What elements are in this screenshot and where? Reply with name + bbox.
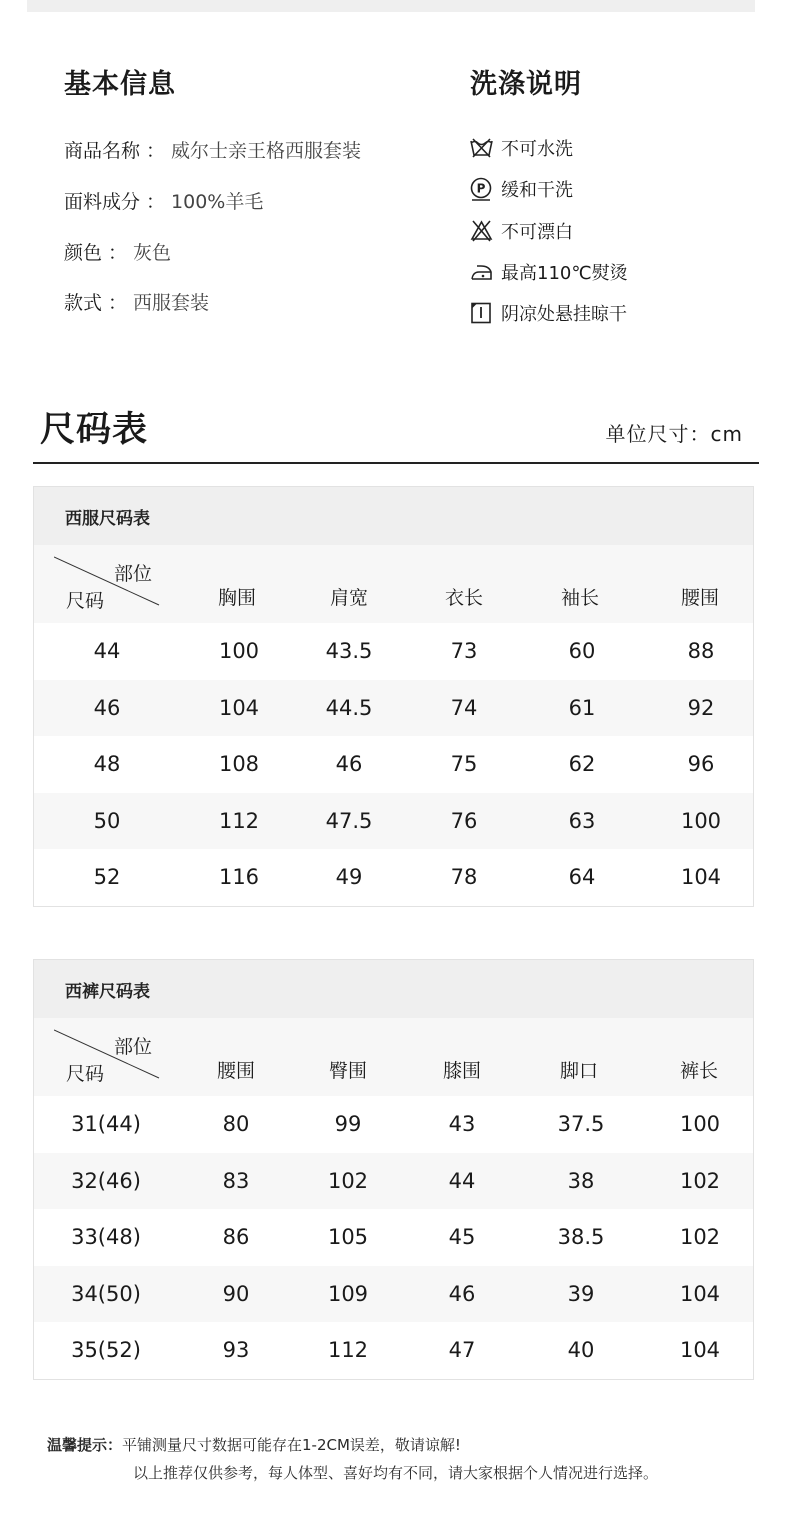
table-cell: 64 [568,865,596,890]
no-bleach-icon [469,219,494,243]
basic-info-row-fabric [64,187,263,214]
corner-label-size: 尺码 [66,590,105,612]
suit-size-table [33,486,754,907]
table-cell: 50 [93,808,121,833]
suit-table-title: 西服尺码表 [34,487,753,545]
table-cell: 43.5 [325,639,373,664]
pants-table-body [34,1096,753,1379]
table-cell: 108 [218,752,260,777]
table-cell: 112 [327,1338,369,1363]
table-cell: 63 [568,808,596,833]
pants-table-title: 西裤尺码表 [34,960,753,1018]
table-row [34,680,753,737]
table-cell: 102 [679,1168,721,1193]
table-cell: 32(46) [71,1168,141,1193]
table-row [34,1322,753,1379]
table-cell: 96 [687,752,715,777]
wash-item-text: 缓和干洗 [501,180,573,201]
table-cell: 43 [448,1112,476,1137]
top-divider-bar [27,0,755,12]
table-cell: 46 [93,695,121,720]
table-cell: 80 [222,1112,250,1137]
column-header: 脚口 [559,1060,599,1082]
suit-table-body [34,623,753,906]
wash-item-text: 不可水洗 [501,139,573,160]
info-label: 商品名称 [64,140,141,162]
wash-item-text: 最高110℃熨烫 [501,263,628,284]
info-separator: ： [108,242,128,264]
table-cell: 46 [448,1281,476,1306]
table-cell: 109 [327,1281,369,1306]
wash-item-iron [469,260,628,284]
table-cell: 75 [450,752,478,777]
suit-table-header [34,545,753,623]
table-corner-cell [54,1028,161,1085]
info-separator: ： [146,140,166,162]
no-water-wash-icon [469,136,494,160]
column-header: 膝围 [442,1060,482,1082]
corner-label-part: 部位 [114,1036,153,1058]
table-cell: 104 [680,865,722,890]
table-cell: 38 [567,1168,595,1193]
basic-info-row-style [64,288,209,315]
table-cell: 33(48) [71,1225,141,1250]
table-cell: 104 [679,1281,721,1306]
basic-info-row-name [64,136,361,163]
table-cell: 99 [334,1112,362,1137]
info-label: 款式 [64,292,103,314]
table-cell: 48 [93,752,121,777]
table-cell: 47 [448,1338,476,1363]
table-corner-cell [54,555,161,612]
table-row [34,849,753,906]
table-cell: 44.5 [325,695,373,720]
table-cell: 34(50) [71,1281,141,1306]
table-cell: 93 [222,1338,250,1363]
table-cell: 100 [679,1112,721,1137]
product-info-section [0,56,790,346]
table-cell: 73 [450,639,478,664]
table-cell: 62 [568,752,596,777]
basic-info-heading: 基本信息 [64,69,176,100]
info-value: 威尔士亲王格西服套装 [171,140,362,162]
table-cell: 47.5 [325,808,373,833]
table-row [34,623,753,680]
table-cell: 78 [450,865,478,890]
wash-item-gentle-dry-clean [469,177,573,201]
table-cell: 104 [218,695,260,720]
table-row [34,1153,753,1210]
wash-item-text: 阴凉处悬挂晾干 [501,304,627,325]
wash-item-shade-hang-dry [469,301,627,325]
table-cell: 92 [687,695,715,720]
column-header: 衣长 [444,587,484,609]
table-cell: 40 [567,1338,595,1363]
size-chart-title: 尺码表 [40,410,149,450]
info-value: 灰色 [133,242,172,264]
info-value: 西服套装 [133,292,210,314]
table-cell: 39 [567,1281,595,1306]
corner-label-size: 尺码 [66,1063,105,1085]
info-separator: ： [146,191,166,213]
table-cell: 46 [335,752,363,777]
column-header: 腰围 [680,587,720,609]
column-header: 腰围 [216,1060,256,1082]
table-cell: 76 [450,808,478,833]
column-header: 裤长 [679,1060,719,1082]
table-cell: 35(52) [71,1338,141,1363]
table-cell: 100 [218,639,260,664]
corner-label-part: 部位 [114,563,153,585]
size-chart-divider [33,462,759,464]
table-cell: 104 [679,1338,721,1363]
table-cell: 61 [568,695,596,720]
table-cell: 102 [327,1168,369,1193]
info-separator: ： [108,292,128,314]
table-cell: 52 [93,865,121,890]
wash-instructions-heading: 洗涤说明 [470,69,582,100]
column-header: 袖长 [560,587,600,609]
table-row [34,1096,753,1153]
table-cell: 102 [679,1225,721,1250]
column-header: 臀围 [328,1060,368,1082]
table-cell: 112 [218,808,260,833]
table-cell: 60 [568,639,596,664]
wash-item-no-water-wash [469,136,573,160]
table-cell: 74 [450,695,478,720]
table-cell: 90 [222,1281,250,1306]
table-cell: 100 [680,808,722,833]
column-header: 胸围 [217,587,257,609]
wash-item-text: 不可漂白 [501,222,573,243]
table-cell: 105 [327,1225,369,1250]
table-row [34,736,753,793]
tips-label: 温馨提示： [47,1436,123,1454]
svg-text:P: P [476,181,486,196]
column-header: 肩宽 [329,587,369,609]
table-row [34,1266,753,1323]
table-cell: 83 [222,1168,250,1193]
table-cell: 116 [218,865,260,890]
size-chart-unit: 单位尺寸：cm [605,422,743,446]
pants-table-header [34,1018,753,1096]
info-label: 颜色 [64,242,103,264]
gentle-dry-clean-icon [469,177,494,201]
table-cell: 49 [335,865,363,890]
table-cell: 44 [93,639,121,664]
table-cell: 37.5 [557,1112,605,1137]
table-cell: 86 [222,1225,250,1250]
pants-size-table [33,959,754,1380]
tips-text-1: 平铺测量尺寸数据可能存在1-2CM误差，敬请谅解! [122,1436,461,1454]
info-value: 100%羊毛 [171,191,264,213]
info-label: 面料成分 [64,191,141,213]
wash-item-no-bleach [469,219,573,243]
shade-hang-dry-icon [469,301,494,325]
iron-110-icon [469,260,494,284]
table-cell: 38.5 [557,1225,605,1250]
basic-info-row-color [64,238,171,265]
tips-text-2: 以上推荐仅供参考，每人体型、喜好均有不同，请大家根据个人情况进行选择。 [133,1464,659,1482]
table-cell: 45 [448,1225,476,1250]
table-cell: 88 [687,639,715,664]
table-cell: 31(44) [71,1112,141,1137]
table-cell: 44 [448,1168,476,1193]
table-row [34,793,753,850]
table-row [34,1209,753,1266]
tips-line-1 [47,1434,461,1455]
